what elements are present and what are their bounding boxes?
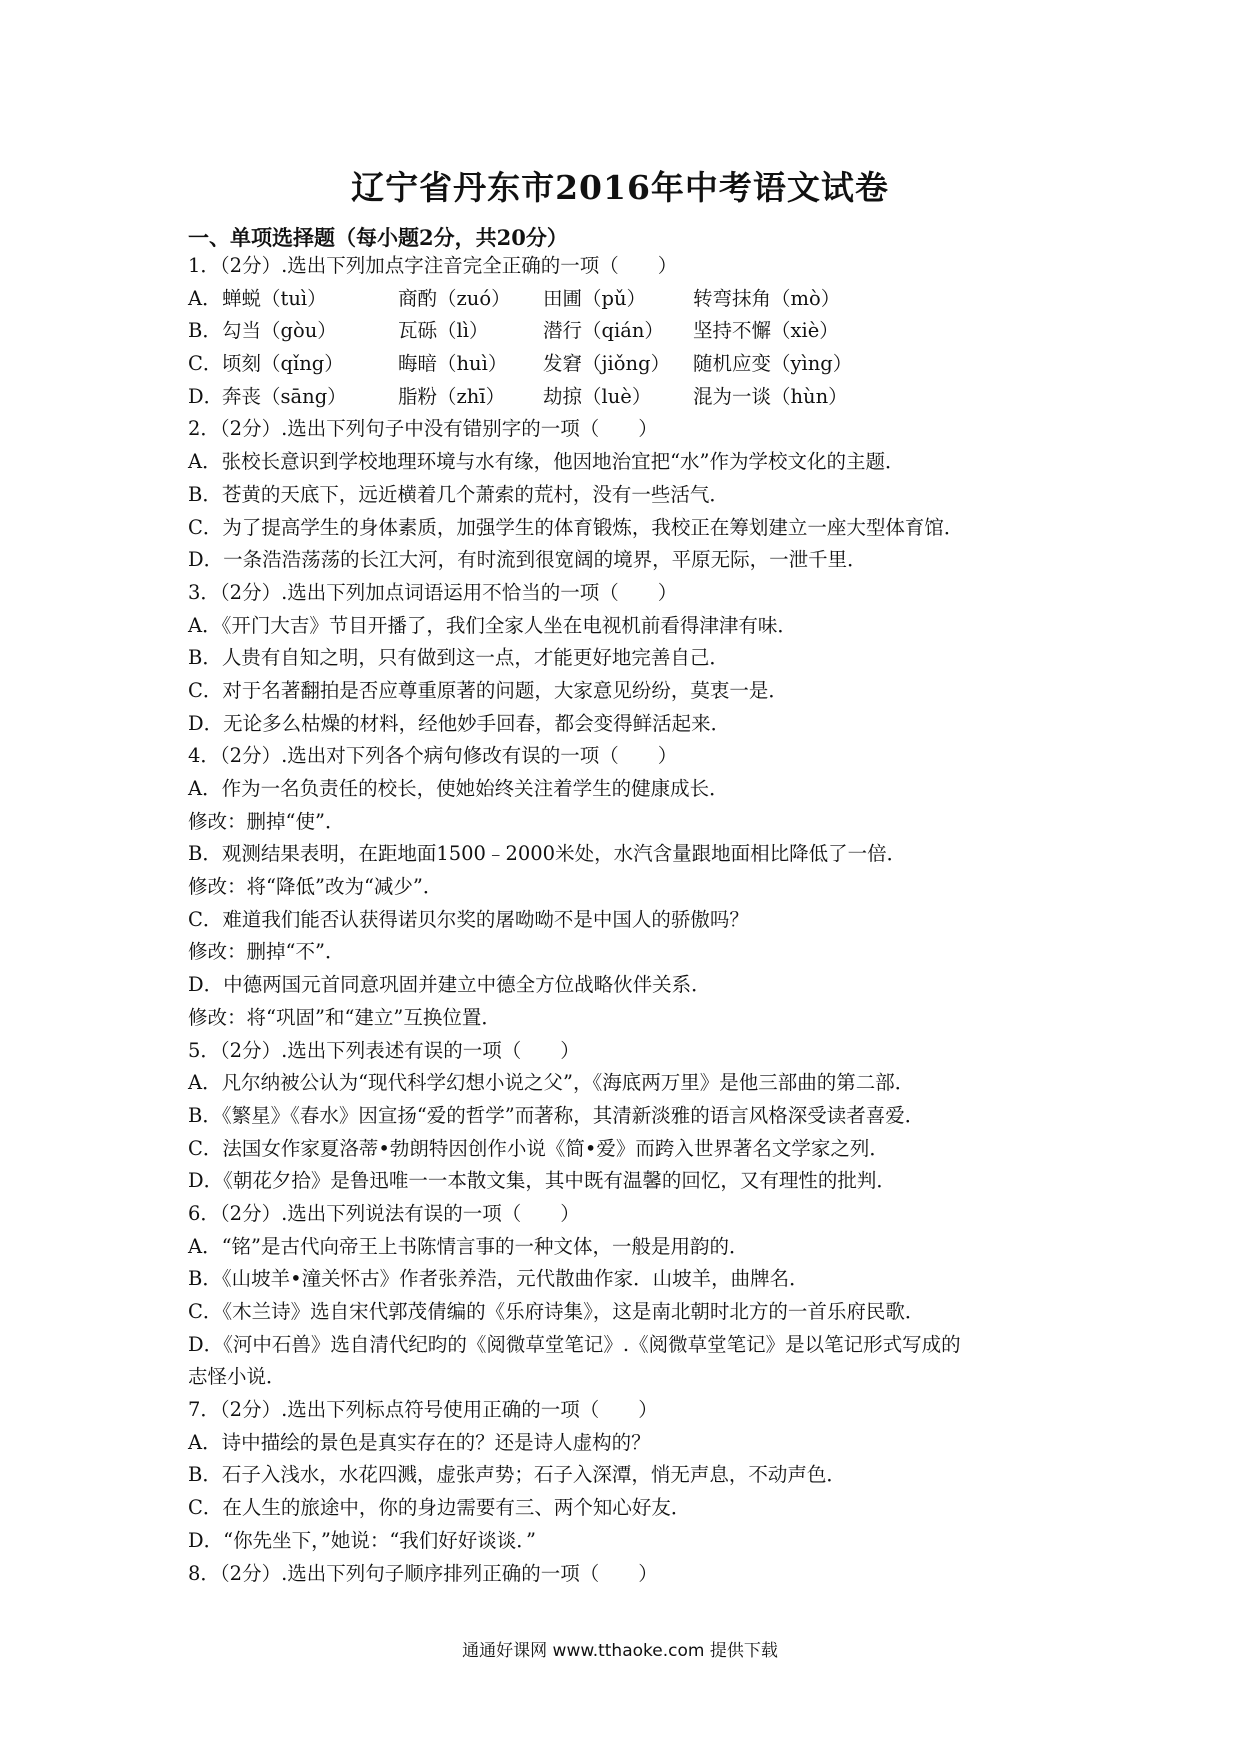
- question-3-stem: 3．（2分）.选出下列加点词语运用不恰当的一项（ ）: [188, 580, 678, 604]
- question-6-option-d: D．《河中石兽》选自清代纪昀的《阅微草堂笔记》.《阅微草堂笔记》是以笔记形式写成的: [188, 1332, 961, 1356]
- option-item: 瓦砾（lì）: [398, 319, 489, 343]
- question-5-option-b: B．《繁星》《春水》因宣扬“爱的哲学”而著称，其清新淡雅的语言风格深受读者喜爱．: [188, 1103, 925, 1127]
- option-letter: A．: [188, 286, 222, 310]
- option-letter: C．: [188, 352, 223, 376]
- option-item: 脂粉（zhī）: [398, 384, 506, 408]
- question-1-option-b: [188, 315, 1068, 348]
- question-body: [188, 250, 1068, 1590]
- question-2-option-c: C．为了提高学生的身体素质，加强学生的体育锻炼，我校正在筹划建立一座大型体育馆．: [188, 515, 964, 539]
- page-title: 辽宁省丹东市2016年中考语文试卷: [351, 168, 889, 207]
- option-item: 蝉蜕（tuì）: [222, 286, 327, 310]
- option-item: 潜行（qián）: [543, 319, 664, 343]
- question-1-stem: 1．（2分）.选出下列加点字注音完全正确的一项（ ）: [188, 254, 678, 277]
- question-3-option-a: A．《开门大吉》节目开播了，我们全家人坐在电视机前看得津津有味．: [188, 613, 797, 637]
- question-1-option-d: [188, 381, 1068, 414]
- question-6-option-b: B．《山坡羊•潼关怀古》作者张养浩，元代散曲作家．山坡羊，曲牌名．: [188, 1267, 809, 1291]
- option-item: 混为一谈（hùn）: [693, 384, 848, 408]
- option-item: 发窘（jiǒng）: [543, 352, 671, 376]
- question-2-option-d: D．一条浩浩荡荡的长江大河，有时流到很宽阔的境界，平原无际，一泄千里．: [188, 548, 867, 572]
- question-4-option-a-fix: 修改：删掉“使”．: [188, 809, 345, 833]
- question-2-option-b: B．苍黄的天底下，远近横着几个萧索的荒村，没有一些活气．: [188, 482, 729, 506]
- question-6-option-c: C．《木兰诗》选自宋代郭茂倩编的《乐府诗集》，这是南北朝时北方的一首乐府民歌．: [188, 1300, 925, 1323]
- question-4-option-b: B．观测结果表明，在距地面1500﹣2000米处，水汽含量跟地面相比降低了一倍．: [188, 842, 907, 866]
- question-1-option-a: [188, 283, 1068, 316]
- question-2-stem: 2．（2分）.选出下列句子中没有错别字的一项（ ）: [188, 417, 658, 441]
- question-7-option-a: A．诗中描绘的景色是真实存在的？还是诗人虚构的？: [188, 1430, 651, 1454]
- option-item: 晦暗（huì）: [398, 352, 508, 376]
- question-7-option-c: C．在人生的旅途中，你的身边需要有三、两个知心好友．: [188, 1496, 691, 1520]
- question-4-option-a: A．作为一名负责任的校长，使她始终关注着学生的健康成长．: [188, 777, 729, 800]
- question-1-option-c: [188, 348, 1068, 381]
- question-3-option-d: D．无论多么枯燥的材料，经他妙手回春，都会变得鲜活起来．: [188, 711, 731, 735]
- question-6-option-d-continued: 志怪小说．: [188, 1365, 286, 1389]
- question-6-option-a: A．“铭”是古代向帝王上书陈情言事的一种文体，一般是用韵的．: [188, 1234, 749, 1258]
- question-7-option-d: D．“你先坐下，”她说：“我们好好谈谈．”: [188, 1528, 537, 1552]
- question-2-option-a: A．张校长意识到学校地理环境与水有缘，他因地治宜把“水”作为学校文化的主题．: [188, 450, 905, 474]
- question-3-option-b: B．人贵有自知之明，只有做到这一点，才能更好地完善自己．: [188, 646, 729, 670]
- option-letter: B．: [188, 319, 222, 343]
- option-item: 转弯抹角（mò）: [693, 286, 841, 310]
- question-7-option-b: B．石子入浅水，水花四溅，虚张声势；石子入深潭，悄无声息，不动声色．: [188, 1463, 846, 1487]
- question-4-stem: 4．（2分）.选出对下列各个病句修改有误的一项（ ）: [188, 744, 678, 768]
- question-5-option-d: D．《朝花夕拾》是鲁迅唯一一本散文集，其中既有温馨的回忆，又有理性的批判．: [188, 1169, 896, 1193]
- section-heading: 一、单项选择题（每小题2分，共20分）: [188, 225, 568, 250]
- question-5-stem: 5．（2分）.选出下列表述有误的一项（ ）: [188, 1038, 580, 1062]
- option-item: 坚持不懈（xiè）: [693, 319, 839, 343]
- option-item: 商酌（zuó）: [398, 286, 511, 310]
- option-item: 劫掠（luè）: [543, 384, 652, 408]
- footer-source: 通通好课网 www.tthaoke.com 提供下载: [462, 1641, 778, 1661]
- question-3-option-c: C．对于名著翻拍是否应尊重原著的问题，大家意见纷纷，莫衷一是．: [188, 678, 788, 702]
- question-4-option-c: C．难道我们能否认获得诺贝尔奖的屠呦呦不是中国人的骄傲吗？: [188, 907, 749, 931]
- question-5-option-c: C．法国女作家夏洛蒂•勃朗特因创作小说《简•爱》而跨入世界著名文学家之列．: [188, 1136, 889, 1160]
- option-letter: D．: [188, 384, 224, 408]
- option-item: 田圃（pǔ）: [543, 286, 647, 310]
- option-item: 勾当（gòu）: [222, 319, 337, 343]
- option-item: 随机应变（yìng）: [693, 352, 853, 376]
- question-5-option-a: A．凡尔纳被公认为“现代科学幻想小说之父”，《海底两万里》是他三部曲的第二部．: [188, 1071, 915, 1095]
- question-7-stem: 7．（2分）.选出下列标点符号使用正确的一项（ ）: [188, 1398, 658, 1422]
- question-4-option-d-fix: 修改：将“巩固”和“建立”互换位置．: [188, 1005, 501, 1029]
- question-8-stem: 8．（2分）.选出下列句子顺序排列正确的一项（ ）: [188, 1561, 658, 1585]
- question-4-option-c-fix: 修改：删掉“不”．: [188, 940, 345, 964]
- option-item: 顷刻（qǐng）: [222, 352, 344, 376]
- option-item: 奔丧（sāng）: [222, 384, 347, 408]
- question-4-option-d: D．中德两国元首同意巩固并建立中德全方位战略伙伴关系．: [188, 973, 711, 997]
- question-4-option-b-fix: 修改：将“降低”改为“减少”．: [188, 875, 443, 899]
- question-6-stem: 6．（2分）.选出下列说法有误的一项（ ）: [188, 1201, 580, 1225]
